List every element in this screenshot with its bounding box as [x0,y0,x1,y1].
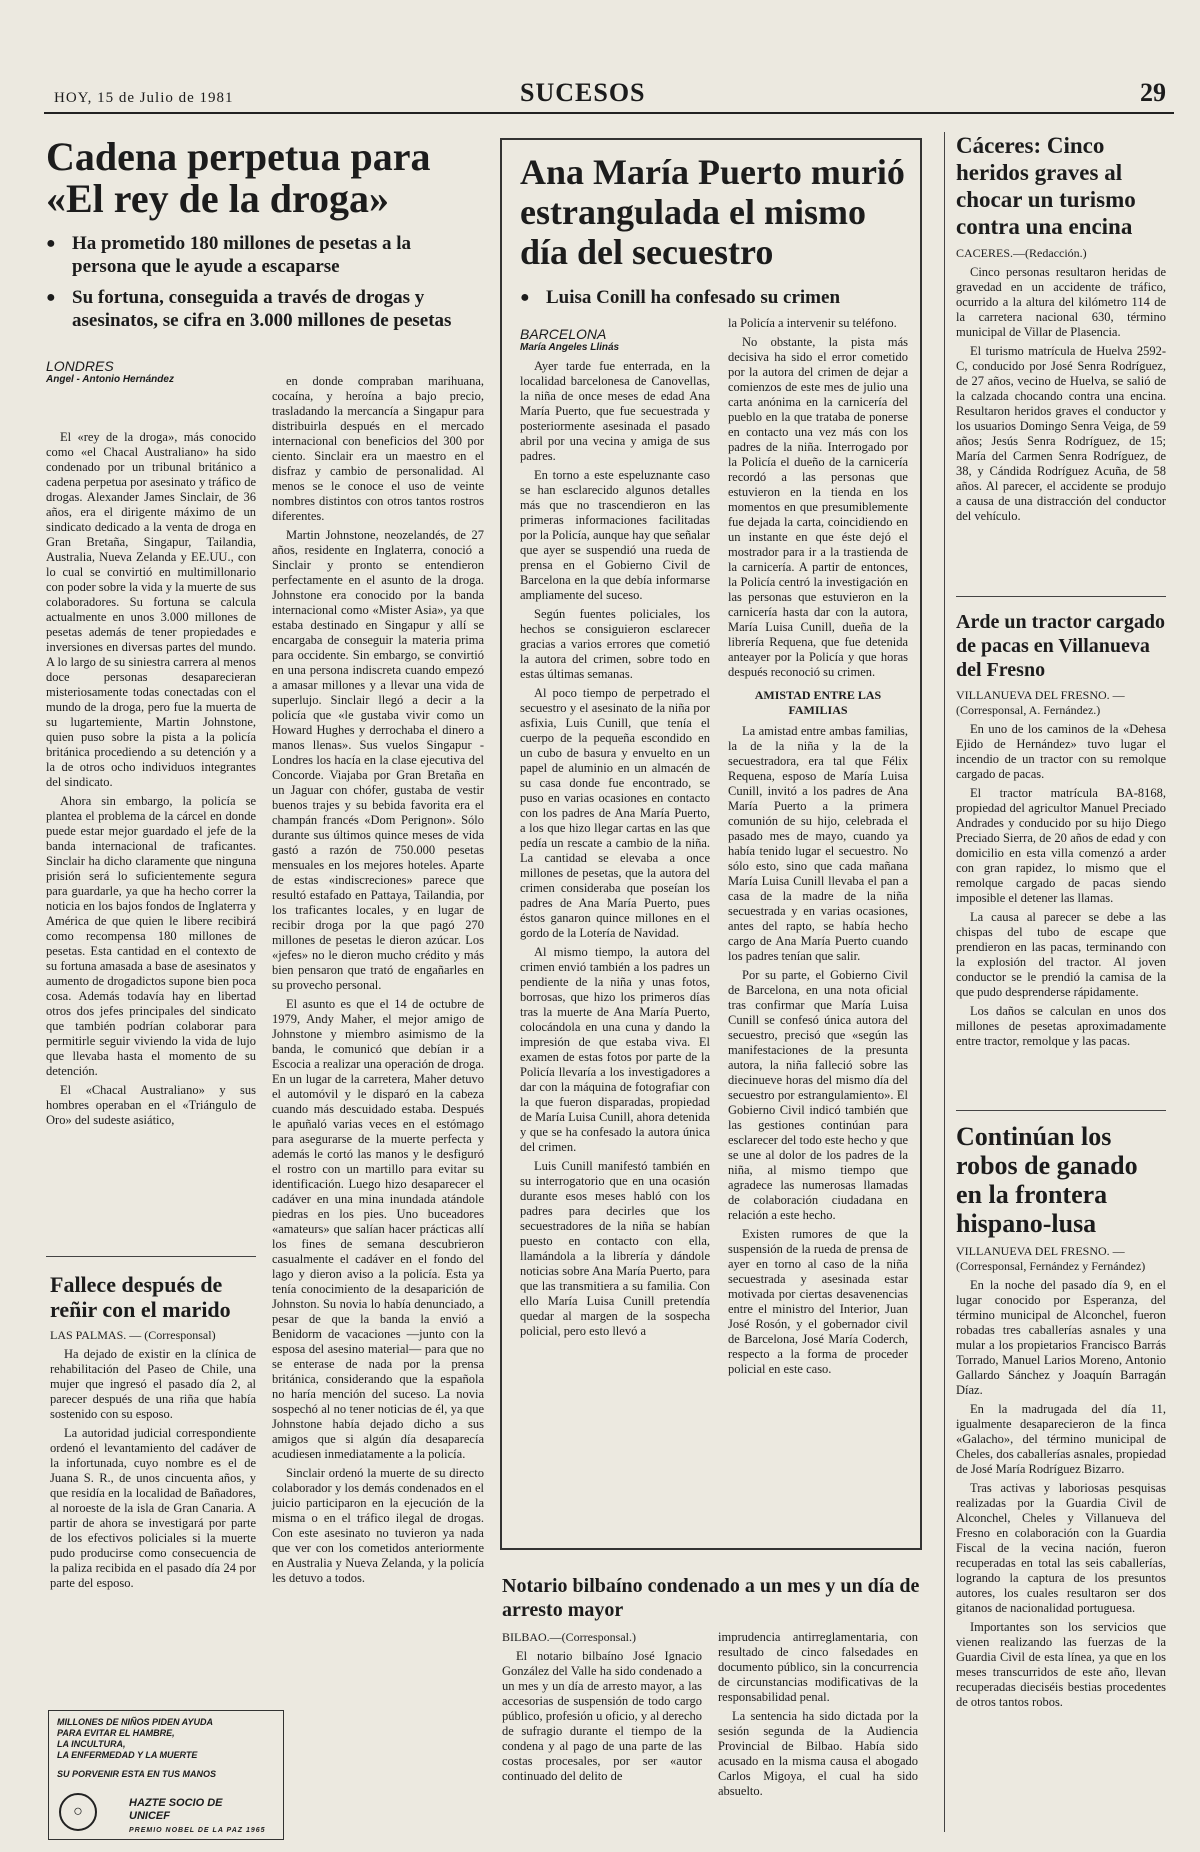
subheading: AMISTAD ENTRE LAS FAMILIAS [754,688,882,717]
place: BARCELONA [520,326,607,342]
paragraph: Sinclair ordenó la muerte de su directo colaborador y los demás condenados en el juicio participaron en la ejecución de la misma o en el tráfico ilegal de drogas. Con este asesinato no tuvieron ya nada que ver con los cometidos anteriormente en Australia y Nueva Zelanda, y la policía les detuvo a todos. [272,1466,484,1585]
divider [956,1110,1166,1111]
section-title: SUCESOS [520,78,646,107]
headline: Cadena perpetua para «El rey de la droga» [46,134,431,221]
paragraph: Martin Johnstone, neozelandés, de 27 años, residente en Inglaterra, conoció a Sinclair y pronto se entendieron perfectamente en el asunto de la droga. Johnstone era conocido por la banda internacional como «Mister Asia», ya que estaba destinado en Singapur y allí se encargaba de conseguir la materia prima para occidente. Sin embargo, se convirtió en una persona indiscreta cuando empezó a amasar millones y a llevar una vida de superlujo. Sinclair llegó a decir a la policía que «le gustaba vivir como un Howard Hughes y derrochaba el dinero a manos llenas». Sus vuelos Singapur - Londres los hacía en la clase ejecutiva del Concorde. Viajaba por Gran Bretaña en un Jaguar con chófer, gustaba de vestir buenos trajes y su bebida favorita era el champán francés «Dom Perignon». Sólo durante sus últimos quince meses de vida gastó a razón de 750.000 pesetas mensuales en los mejores hoteles. Aparte de estas «indiscreciones» parece que resultó estafado en Pattaya, Tailandia, por los traficantes locales, y en lugar de recibir droga por la que pagó 270 millones de pesetas le dieron azúcar. Los «jefes» no le dieron mucho crédito y más bien pensaron que trató de engañarles en su provecho personal. [272,528,484,992]
headline: Continúan los robos de ganado en la frontera hispano-lusa [956,1122,1138,1238]
ad-cta [129,1797,223,1823]
headline: Notario bilbaíno condenado a un mes y un día de arresto mayor [502,1575,920,1621]
paragraph: En la noche del pasado día 9, en el lugar conocido por Esperanza, del término municipal de Alconchel, fueron robadas tres caballerías asnales y una mular a los propietarios Francisco Barrás Torrado, Manuel Larios Moreno, Antonio Gallardo Sánchez y Joaquín Barragán Díaz. [956,1278,1166,1397]
deck-bullet: ● Su fortuna, conseguida a través de drogas y asesinatos, se cifra en 3.000 millones de pesetas [46,286,464,332]
paragraph: La amistad entre ambas familias, la de la niña y la de la secuestradora, era tal que Félix Requena, esposo de María Luisa Cunill, invitó a los padres de Ana María Puerto a la primera comunión de su hijo, celebrada el pasado mes de mayo, cuando ya había tenido lugar el secuestro. No sólo esto, sino que cada mañana María Luisa Cunill llevaba el pan a casa de la madre de la niña secuestrada y en varias ocasiones, antes del rapto, se había hecho cargo de Ana María Puerto cuando los padres tenían que salir. [728,724,908,963]
paragraph: Cinco personas resultaron heridas de gravedad en un accidente de tráfico, ocurrido a la altura del kilómetro 114 de la carretera nacional 630, término municipal de Villar de Plasencia. [956,265,1166,339]
dateline: VILLANUEVA DEL FRESNO. — (Corresponsal, A. Fernández.) [956,688,1125,717]
paragraph: Los daños se calculan en unos dos millones de pesetas aproximadamente entre tractor, remolque y las pacas. [956,1004,1166,1048]
dateline: LAS PALMAS. — (Corresponsal) [50,1328,216,1342]
dateline: VILLANUEVA DEL FRESNO. — (Corresponsal, Fernández y Fernández) [956,1244,1146,1273]
unicef-globe-icon: ○ [59,1793,97,1831]
ad-line: MILLONES DE NIÑOS PIDEN AYUDA [57,1717,214,1727]
story-ana-maria-header [520,152,910,317]
paragraph: En uno de los caminos de la «Dehesa Ejido de Hernández» tuvo lugar el incendio de un tractor con su remolque cargado de pacas. [956,722,1166,781]
paragraph: Existen rumores de que la suspensión de la rueda de prensa de ayer en torno al caso de la niña secuestrada y asesinada estar motivada por ciertas desavenencias entre el ministro del Interior, Juan José Rosón, y el gobernador civil de Barcelona, José María Coderch, respecto a la forma de proceder policial en este caso. [728,1227,908,1376]
headline: Arde un tractor cargado de pacas en Villanueva del Fresno [956,611,1166,681]
ad-line: PARA EVITAR EL HAMBRE, [57,1728,175,1738]
column-rule [944,132,945,1832]
issue-date: HOY, 15 de Julio de 1981 [54,90,234,106]
divider [956,596,1166,597]
paragraph: El notario bilbaíno José Ignacio González del Valle ha sido condenado a un mes y un día de arresto mayor, a las accesorias de suspensión de todo cargo público, profesión u oficio, y al derecho de sufragio durante el tiempo de la condena y al pago de una parte de las costas procesales, por ser «autor continuado del delito de [502,1649,702,1783]
page-number: 29 [1140,78,1166,107]
ad-line: LA ENFERMEDAD Y LA MUERTE [57,1750,198,1760]
headline: Cáceres: Cinco heridos graves al chocar un turismo contra una encina [956,133,1136,239]
headline: Ana María Puerto murió estrangulada el mismo día del secuestro [520,152,905,272]
dateline: CACERES.—(Redacción.) [956,246,1087,260]
paragraph: La causa al parecer se debe a las chispas del tubo de escape que prendieron en las pacas, terminando con la explosión del tractor. Al joven conductor se le prendió la camisa de la que pudo desprenderse rápidamente. [956,910,1166,999]
story-caceres [956,132,1166,528]
paragraph: Según fuentes policiales, los hechos se consiguieron esclarecer gracias a varios errores que cometió la autora del crimen, sobre todo en estas últimas semanas. [520,607,710,681]
story-ana-maria-col2 [728,316,908,1381]
paragraph: El asunto es que el 14 de octubre de 1979, Andy Maher, el mejor amigo de Johnstone y miembro asimismo de la banda, le comunicó que debían ir a Escocia a realizar una operación de droga. En un lugar de la carretera, Maher detuvo el automóvil y le disparó en la cabeza cuando más descuidado estaba. Después le apuñaló varias veces en el estómago para asegurarse de la muerte perfecta y además le cortó las manos y le desfiguró el rostro con un martillo para evitar su identificación. Luego hizo desaparecer el cadáver en una mina inundada atándole piedras en los pies. Uno buceadores «amateurs» que salían hacer prácticas allí los fines de semana descubrieron casualmente el cadáver en el fondo del lago y dieron aviso a la policía. Esta ya tenía conocimiento de la desaparición de Johnston. Su novia lo había denunciado, a pesar de que la banda la envió a Benidorm de vacaciones —junto con la esposa del asesino material— para que no se enterase de nada por la prensa británica, considerando que la española no haría mención del suceso. La novia sospechó al no tener noticias de él, ya que Johnstone había dejado dicho a sus amigos que si algún día desaparecía acudiesen inmediatamente a la policía. [272,997,484,1461]
paragraph: Luis Cunill manifestó también en su interrogatorio que en una ocasión durante esos meses habló con los padres para decirles que los secuestradores de la niña se habían puesto en contacto con ella, llamándola a la librería y dándole noticias sobre Ana María Puerto, para que las transmitiera a su familia. Con ello María Luisa Cunill pretendía quedar al margen de la sospecha policial, pero esto llevó a [520,1159,710,1338]
divider [46,1256,256,1257]
paragraph: Al mismo tiempo, la autora del crimen envió también a los padres un pendiente de la niña y unas fotos, borrosas, que hizo los primeros días tras la muerte de Ana María Puerto, colocándola en una cuna y dando la impresión de que estaba viva. El examen de estas fotos por parte de la Policía llevaría a los investigadores a dar con la máquina de fotografiar con la que fueron disparadas, propiedad de María Luisa Cunill, ahora detenida y que se ha confesado la autora única del crimen. [520,945,710,1154]
paragraph: la Policía a intervenir su teléfono. [728,316,897,330]
paragraph: En torno a este espeluznante caso se han esclarecido algunos detalles más que no trascendieron en las primeras informaciones facilitadas por la Policía, aunque hay que señalar que ayer se suspendió una rueda de prensa en el Gobierno Civil de Barcelona en la que debía informarse ampliamente del suceso. [520,468,710,602]
dateline: BILBAO.—(Corresponsal.) [502,1630,636,1644]
paragraph: Importantes son los servicios que vienen realizando las fuerzas de la Guardia Civil de esta línea, ya que en los meses transcurridos de este año, llevan recuperadas dieciséis bestias procedentes de otros tantos robos. [956,1620,1166,1709]
paragraph: El turismo matrícula de Huelva 2592-C, conducido por José Senra Rodríguez, de 27 años, vecino de Huelva, se salió de la calzada chocando contra una encina. Resultaron heridos graves el conductor y los usuarios Domingo Senra Veiga, de 59 años; Jesús Senra Rodríguez, de 15; María del Carmen Senra Rodríguez, de 38, y Cándida Rodríguez Acuña, de 58 años. Al parecer, el accidente se produjo a causa de una distracción del conductor del vehículo. [956,344,1166,523]
paragraph: Ha dejado de existir en la clínica de rehabilitación del Paseo de Chile, una mujer que ingresó el pasado día 2, al parecer después de una riña que había sostenido con su esposo. [50,1347,256,1421]
cta-line: UNICEF [129,1810,170,1822]
ad-line: LA INCULTURA, [57,1739,126,1749]
paragraph: El «Chacal Australiano» y sus hombres operaban en el «Triángulo de Oro» del sudeste asiático, [46,1083,256,1127]
paragraph: La autoridad judicial correspondiente ordenó el levantamiento del cadáver de la infortunada, cuyo nombre es el de Juana S. R., de unos cincuenta años, y que residía en la localidad de Bañadores, al noroeste de la isla de Gran Canaria. A partir de ahora se investigará por parte de los efectivos policiales si la muerte pudo producirse como consecuencia de la paliza recibida en el pasado día 24 por parte del esposo. [50,1426,256,1590]
masthead-rule [44,112,1174,114]
story-notario-header [502,1574,922,1622]
story-rey-droga-col2 [272,374,484,1590]
story-ana-maria-col1 [520,326,710,1343]
paragraph: en donde compraban marihuana, cocaína, y heroína a bajo precio, trasladando la mercancía a Singapur para distribuirla después en el mercado internacional con beneficios del 300 por ciento. Sinclair era un maestro en el disfraz y cambio de personalidad. Al menos se le conoce el uso de veinte nombres distintos con otros tantos rostros diferentes. [272,374,484,523]
paragraph: imprudencia antirreglamentaria, con resultado de cinco falsedades en documento público, sin la concurrencia de circunstancias modificativas de la responsabilidad penal. [718,1630,918,1704]
place: LONDRES [46,358,114,374]
story-rey-droga-col1 [46,430,256,1132]
unicef-ad [48,1710,284,1840]
paragraph: El tractor matrícula BA-8168, propiedad del agricultor Manuel Preciado Andrades y conducido por su hijo Diego Preciado Sierra, de 20 años de edad y con domicilio en esta villa comenzó a arder con gran rapidez, lo mismo que el remolque cargado de pacas siendo imposible el detener las llamas. [956,786,1166,905]
paragraph: La sentencia ha sido dictada por la sesión segunda de la Audiencia Provincial de Bilbao. Había sido acusado en la misma causa el abogado Carlos Migoya, el cual ha sido absuelto. [718,1709,918,1798]
deck-bullet: ● Luisa Conill ha confesado su crimen [520,286,910,309]
deck-bullet: ● Ha prometido 180 millones de pesetas a la persona que le ayude a escaparse [46,232,464,278]
byline: María Angeles Llinás [520,342,620,353]
paragraph: Al poco tiempo de perpetrado el secuestro y el asesinato de la niña por asfixia, Luis Cunill, que tenía el cuerpo de la pequeña escondido en un cubo de basura y envuelto en un papel de aluminio en un almacén de su casa donde fue encontrado, se puso en varias ocasiones en contacto con los padres de Ana María Puerto, a los que hizo llegar cartas en las que pedía un rescate a cambio de la niña. La cantidad se elevaba a once millones de pesetas, que la autora del crimen consideraba que poseían los padres de Ana María Puerto, pues éstos ganaron quince millones en el gordo de la Lotería de Navidad. [520,686,710,940]
headline: Fallece después de reñir con el marido [50,1272,231,1322]
paragraph: Por su parte, el Gobierno Civil de Barcelona, en una nota oficial tras confirmar que María Luisa Cunill se confesó única autora del secuestro, precisó que «según las manifestaciones de la presunta autora, la niña falleció sobre las diecinueve horas del mismo día del secuestro por estrangulamiento». El Gobierno Civil indicó también que las gestiones continúan para esclarecer del todo este hecho y que se une al dolor de los padres de la niña, al mismo tiempo que agradece las numerosas llamadas de colaboración ciudadana en relación a este hecho. [728,968,908,1222]
byline: Angel - Antonio Hernández [46,374,174,385]
paragraph: Tras activas y laboriosas pesquisas realizadas por la Guardia Civil de Alconchel, Cheles y Villanueva del Fresno en colaboración con la Guardia Fiscal de la vecina nación, fueron recuperadas en total las seis caballerías, logrando la captura de los presuntos autores, los cuales resultaron ser dos gitanos de nacionalidad portuguesa. [956,1481,1166,1615]
ad-slogan: SU PORVENIR ESTA EN TUS MANOS [57,1769,217,1779]
story-robos-ganado [956,1122,1166,1714]
paragraph: Ayer tarde fue enterrada, en la localidad barcelonesa de Canovellas, la niña de once meses de edad Ana María Puerto, que fue secuestrada y posteriormente asesinada el pasado abril por una vecina y amiga de sus padres. [520,359,710,463]
ad-fineprint: PREMIO NOBEL DE LA PAZ 1965 [129,1827,266,1834]
paragraph: No obstante, la pista más decisiva ha sido el error cometido por la autora del crimen de dejar a comienzos de este mes de julio una carta anónima en la carnicería del pueblo en la que trataba de ponerse en contacto una vez más con los padres de la niña. Interrogado por la Policía el dueño de la carnicería recordó a las personas que estuvieron en la tienda en los momentos en que presumiblemente fue dejada la carta, coincidiendo en un instante en que éste dejó el mostrador para ir a la trastienda de la carnicería. A partir de entonces, la Policía centró la investigación en las personas que estuvieron en la carnicería hasta dar con la autora, María Luisa Cunill, dueña de la librería Requena, que fue detenida anteayer por la Policía y que horas después reconoció su crimen. [728,335,908,679]
story-rey-droga-header [46,136,464,391]
story-notario-col1 [502,1630,702,1788]
paragraph: Ahora sin embargo, la policía se plantea el problema de la cárcel en donde puede estar mejor guardado el jefe de la banda internacional de traficantes. Sinclair ha dicho claramente que ninguna prisión será lo suficientemente segura para guardarle, ya que ha hecho correr la noticia en los bajos fondos de Inglaterra y América de que quien le libere recibirá como recompensa 180 millones de pesetas. Esta cantidad en el contexto de su fortuna amasada a base de asesinatos y aumento de drogadictos supone bien poca cosa. Además todavía hay en libertad otros dos jefes principales del sindicato que también podrían colaborar para permitirle seguir viviendo la vida de lujo que llevaba hasta el momento de su detención. [46,794,256,1078]
cta-line: HAZTE SOCIO DE [129,1797,223,1809]
paragraph: El «rey de la droga», más conocido como «el Chacal Australiano» ha sido condenado por un tribunal británico a cadena perpetua por asesinato y tráfico de drogas. Alexander James Sinclair, de 36 años, era el dirigente máximo de un sindicato dedicado a la venta de droga en Gran Bretaña, Singapur, Tailandia, Australia, Nueva Zelanda y EE.UU., con lo cual se convirtió en multimillonario con poder sobre la vida y la muerte de sus colaboradores. Su fortuna se calcula actualmente en unos 3.000 millones de pesetas además de tener propiedades e inversiones en diversas partes del mundo. A lo largo de su siniestra carrera al menos doce personas desaparecieran misteriosamente todas conectadas con el mundo de la droga, pero fue la muerta de su lugartemiente, Martin Johnstone, quien puso sobre la pista a la policía británica procediendo a su detención y a la de otros ocho individuos integrantes del sindicato. [46,430,257,789]
paragraph: En la madrugada del día 11, igualmente desaparecieron de la finca «Galacho», del término municipal de Cheles, dos caballerías asnales, propiedad de José María Rodríguez Bizarro. [956,1402,1166,1476]
story-fallece [50,1272,256,1595]
story-notario-col2 [718,1630,918,1803]
story-tractor [956,610,1166,1053]
